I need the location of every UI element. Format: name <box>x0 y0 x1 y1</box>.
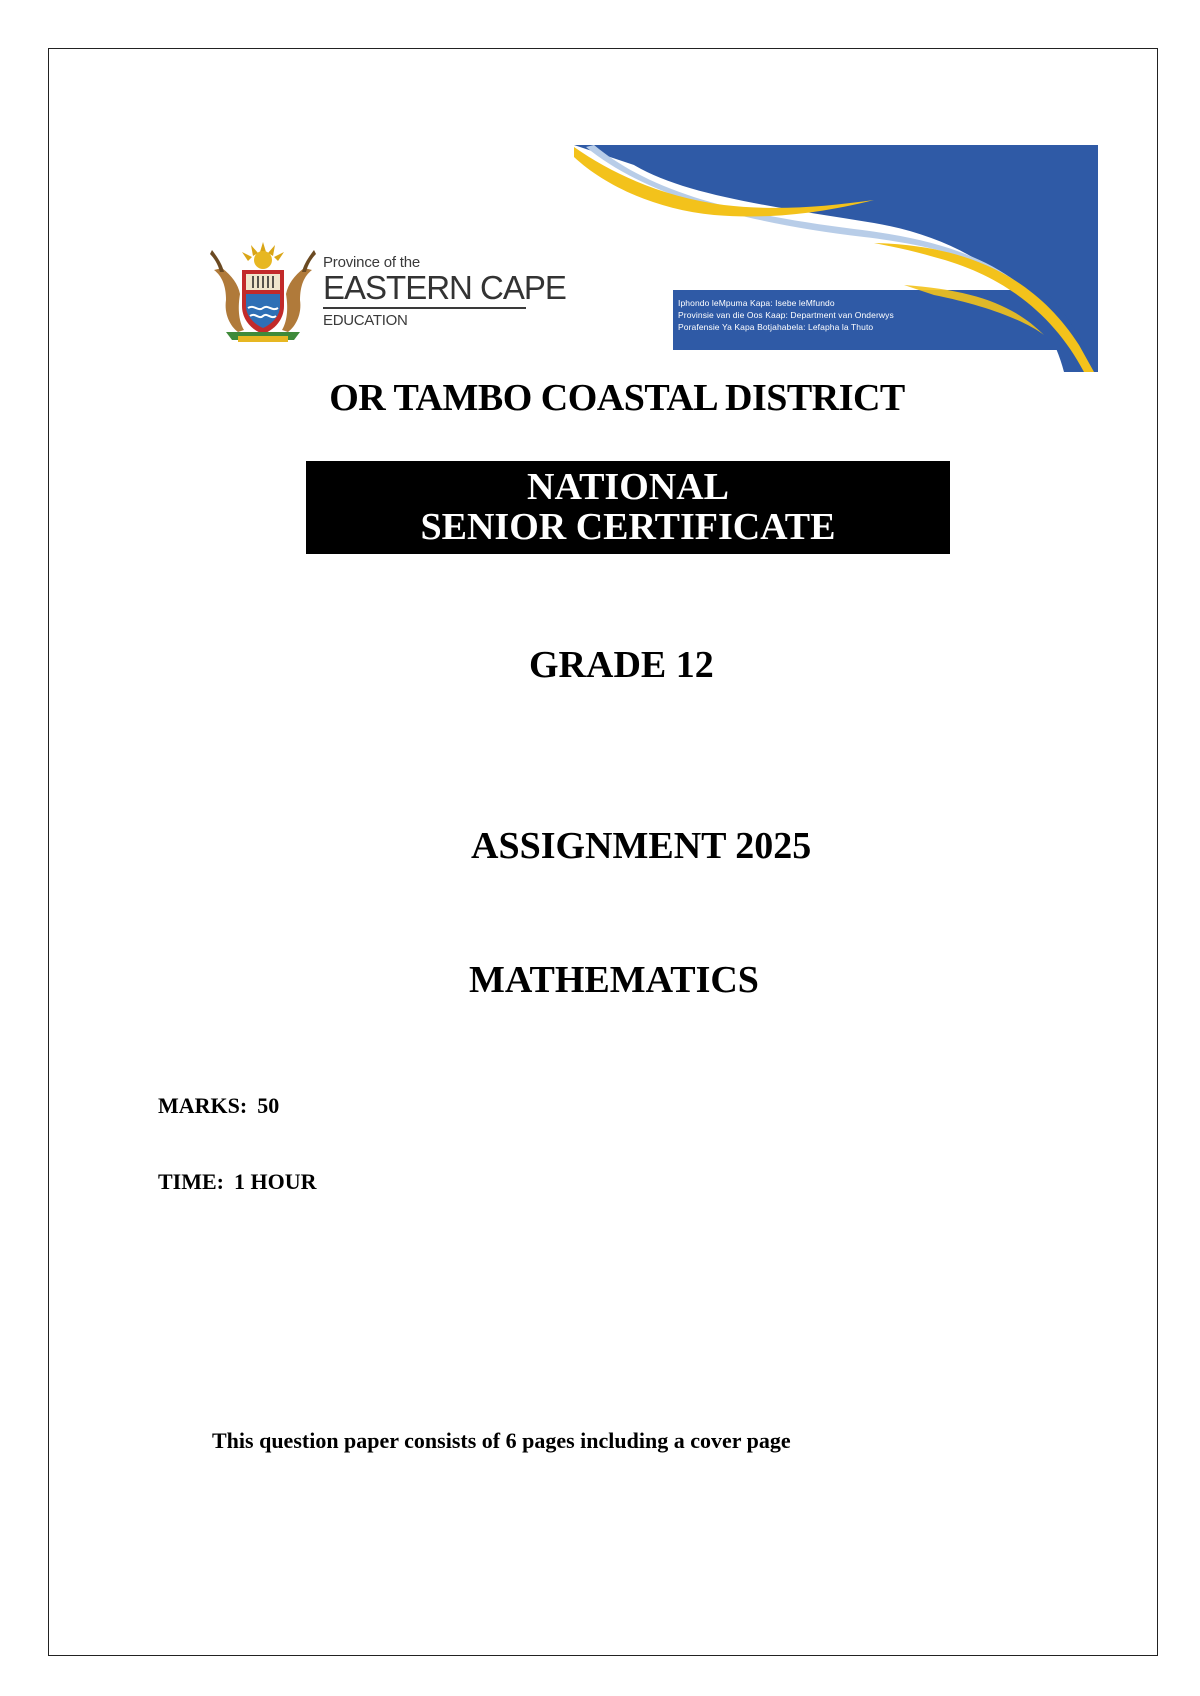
certificate-line-2: SENIOR CERTIFICATE <box>420 506 836 548</box>
marks-line <box>158 1093 279 1119</box>
time-line <box>158 1169 317 1195</box>
logo-province-line: Province of the <box>323 254 421 271</box>
coat-of-arms-icon <box>208 240 318 344</box>
grade-heading: GRADE 12 <box>529 644 714 686</box>
banner-line-afrikaans: Provinsie van die Oos Kaap: Department van Onderwys <box>678 310 894 320</box>
banner-languages <box>678 297 894 333</box>
subject-heading: MATHEMATICS <box>469 959 759 1001</box>
marks-label: MARKS: <box>158 1093 248 1118</box>
page-count-note: This question paper consists of 6 pages including a cover page <box>212 1428 791 1453</box>
marks-value: 50 <box>257 1093 280 1118</box>
assignment-heading: ASSIGNMENT 2025 <box>471 825 812 867</box>
logo-province-name: EASTERN CAPE <box>323 269 566 306</box>
logo-department: EDUCATION <box>323 312 408 329</box>
banner-line-sesotho: Porafensie Ya Kapa Botjahabela: Lefapha la Thuto <box>678 322 874 332</box>
province-logo-text <box>323 254 566 329</box>
time-value: 1 HOUR <box>234 1169 317 1194</box>
header-banner-graphic <box>574 145 1098 372</box>
district-title: OR TAMBO COASTAL DISTRICT <box>329 377 905 419</box>
logo-divider <box>323 307 526 309</box>
certificate-line-1: NATIONAL <box>527 466 729 508</box>
certificate-banner <box>306 461 950 554</box>
time-label: TIME: <box>158 1169 224 1194</box>
banner-line-xhosa: Iphondo leMpuma Kapa: Isebe leMfundo <box>678 298 835 308</box>
